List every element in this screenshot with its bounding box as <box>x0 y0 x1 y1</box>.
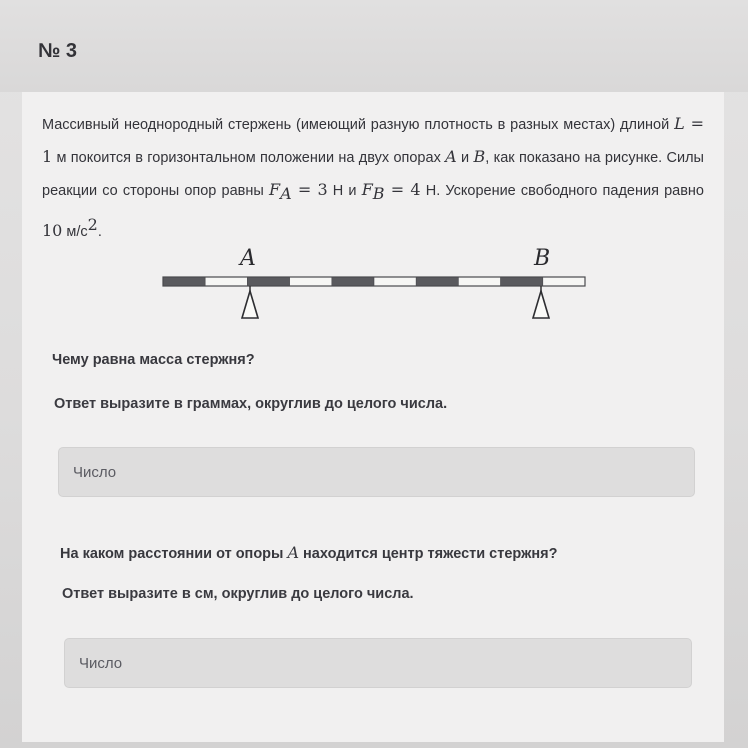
question-2-after: находится центр тяжести стержня? <box>299 546 558 562</box>
rod-segment <box>458 277 500 286</box>
question-2-before: На каком расстоянии от опоры <box>60 546 288 562</box>
support-a <box>242 286 258 318</box>
support-a-label: A <box>240 246 256 271</box>
force-b-subscript: B <box>372 183 385 203</box>
rod-segment <box>543 277 585 286</box>
question-2-text <box>60 543 557 562</box>
support-b <box>533 286 549 318</box>
rod-segment <box>290 277 332 286</box>
problem-statement <box>42 108 704 248</box>
support-a-triangle <box>242 291 258 318</box>
support-b-label: B <box>534 246 551 271</box>
task-number: № 3 <box>38 40 77 62</box>
rod-segment <box>332 277 374 286</box>
gravity-power: 2 <box>87 214 98 234</box>
problem-end: . <box>97 223 102 240</box>
question-2-note: Ответ выразите в см, округлив до целого числа. <box>62 586 414 602</box>
header-strip <box>0 0 748 92</box>
question-1-note: Ответ выразите в граммах, округлив до целого числа. <box>54 396 448 412</box>
rod-segment <box>205 277 247 286</box>
after-supports-text: , как показано на рисунке. Силы реакции со стороны опор равны <box>42 150 704 199</box>
force-a-symbol: F <box>268 180 281 199</box>
length-unit: м покоится в горизонтальном положении на двух опорах <box>52 150 446 166</box>
length-symbol: L <box>674 114 685 133</box>
question-1-text: Чему равна масса стержня? <box>52 352 255 368</box>
problem-intro: Массивный неоднородный стержень (имеющий разную плотность в разных местах) длиной <box>42 117 675 133</box>
length-value: = 1 <box>42 114 704 166</box>
rod-segment <box>247 277 289 286</box>
force-b-value: = 4 <box>384 180 421 199</box>
gravity-unit: м/с <box>62 223 88 240</box>
rod-segment <box>501 277 543 286</box>
force-a-value: = 3 <box>291 180 328 199</box>
support-b-triangle <box>533 291 549 318</box>
question-2-support: A <box>287 543 300 562</box>
answer-1-input[interactable] <box>58 447 695 497</box>
force-a-subscript: A <box>280 183 292 203</box>
rod-segment <box>163 277 205 286</box>
support-b-ref: B <box>473 147 486 166</box>
force-b-symbol: F <box>361 180 373 199</box>
support-a-ref: A <box>445 147 457 166</box>
gravity-value: 10 <box>42 220 63 240</box>
answer-2-input[interactable] <box>64 638 692 688</box>
and-text: и <box>456 150 474 166</box>
force-a-unit: Н и <box>327 183 362 199</box>
rod-segment <box>374 277 416 286</box>
force-b-unit: Н. Ускорение свободного падения равно <box>420 183 704 199</box>
rod <box>163 277 585 286</box>
rod-figure <box>158 240 590 326</box>
rod-segment <box>416 277 458 286</box>
